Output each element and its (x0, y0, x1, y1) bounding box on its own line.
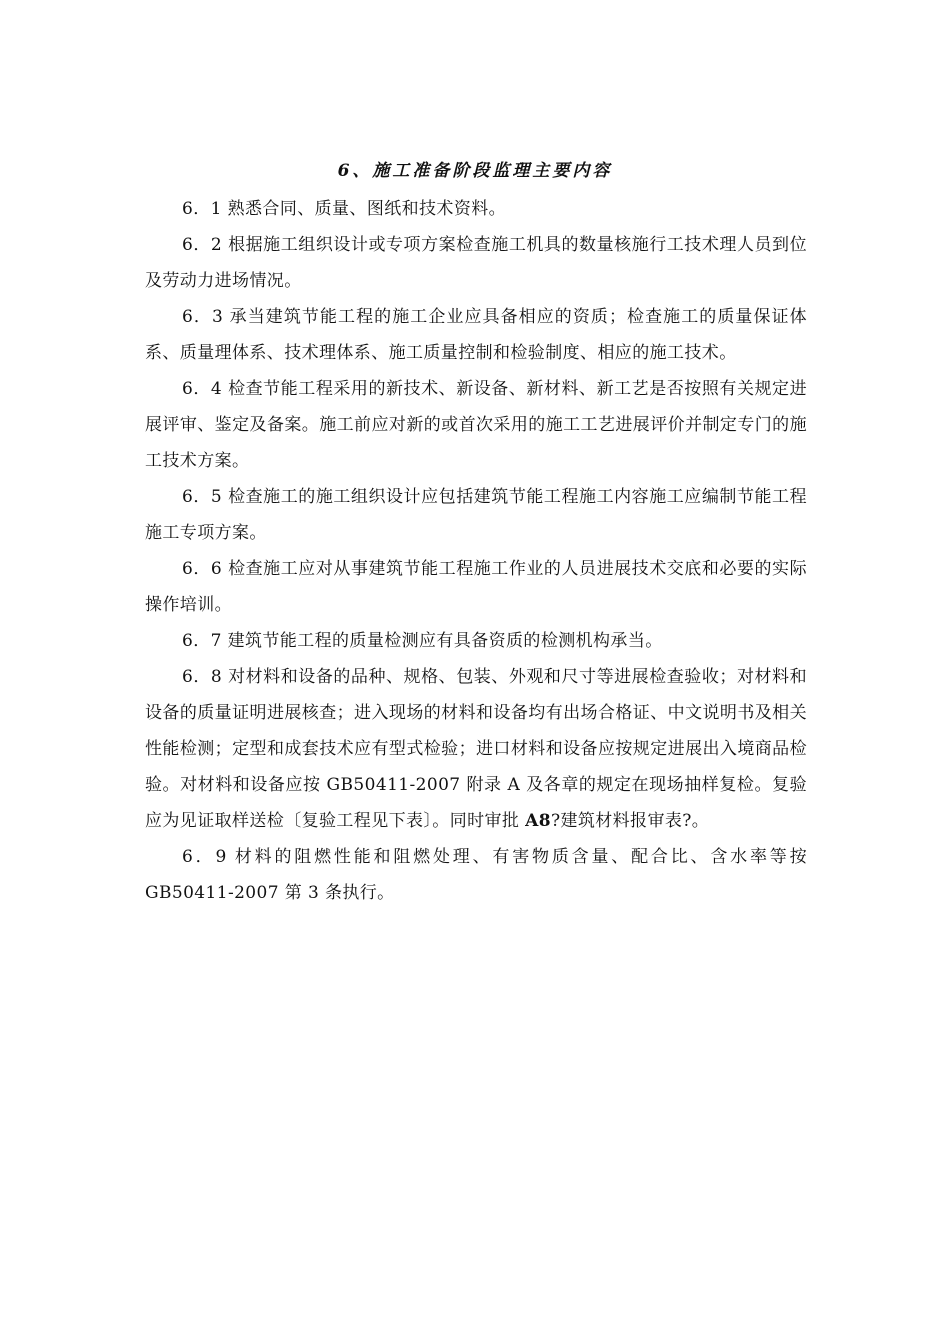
paragraph-6-1: 6．1 熟悉合同、质量、图纸和技术资料。 (182, 199, 507, 219)
paragraph-6-3: 6．3 承当建筑节能工程的施工企业应具备相应的资质；检查施工的质量保证体系、质量理体系、技术理体系、施工质量控制和检验制度、相应的施工技术。 (145, 307, 807, 363)
paragraph-6-4: 6．4 检查节能工程采用的新技术、新设备、新材料、新工艺是否按照有关规定进展评审、鉴定及备案。施工前应对新的或首次采用的施工工艺进展评价并制定专门的施工技术方案。 (145, 379, 807, 471)
section-title: 6、施工准备阶段监理主要内容 (337, 161, 613, 181)
paragraph-6-8-form-name: ?建筑材料报审表?。 (550, 811, 710, 831)
document-body (145, 191, 807, 911)
paragraph-6-9: 6．9 材料的阻燃性能和阻燃处理、有害物质含量、配合比、含水率等按 GB50411-2007 第 3 条执行。 (145, 847, 807, 903)
paragraph-6-8 (145, 659, 807, 839)
paragraph-6-7: 6．7 建筑节能工程的质量检测应有具备资质的检测机构承当。 (182, 631, 663, 651)
paragraph-6-5: 6．5 检查施工的施工组织设计应包括建筑节能工程施工内容施工应编制节能工程施工专项方案。 (145, 487, 807, 543)
paragraph-6-2: 6．2 根据施工组织设计或专项方案检查施工机具的数量核施行工技术理人员到位及劳动力进场情况。 (145, 235, 807, 291)
form-code-a8: A8 (525, 811, 551, 831)
paragraph-6-6: 6．6 检查施工应对从事建筑节能工程施工作业的人员进展技术交底和必要的实际操作培训。 (145, 559, 807, 615)
paragraph-6-8-text: 6．8 对材料和设备的品种、规格、包装、外观和尺寸等进展检查验收；对材料和设备的质量证明进展核查；进入现场的材料和设备均有出场合格证、中文说明书及相关性能检测；定型和成套技术应有型式检验；进口材料和设备应按规定进展出入境商品检验。对材料和设备应按 GB50411-2007 附录 A 及各章的规定在现场抽样复检。复验应为见证取样送检〔复验工程见下表〕。同时审批 (145, 667, 807, 831)
